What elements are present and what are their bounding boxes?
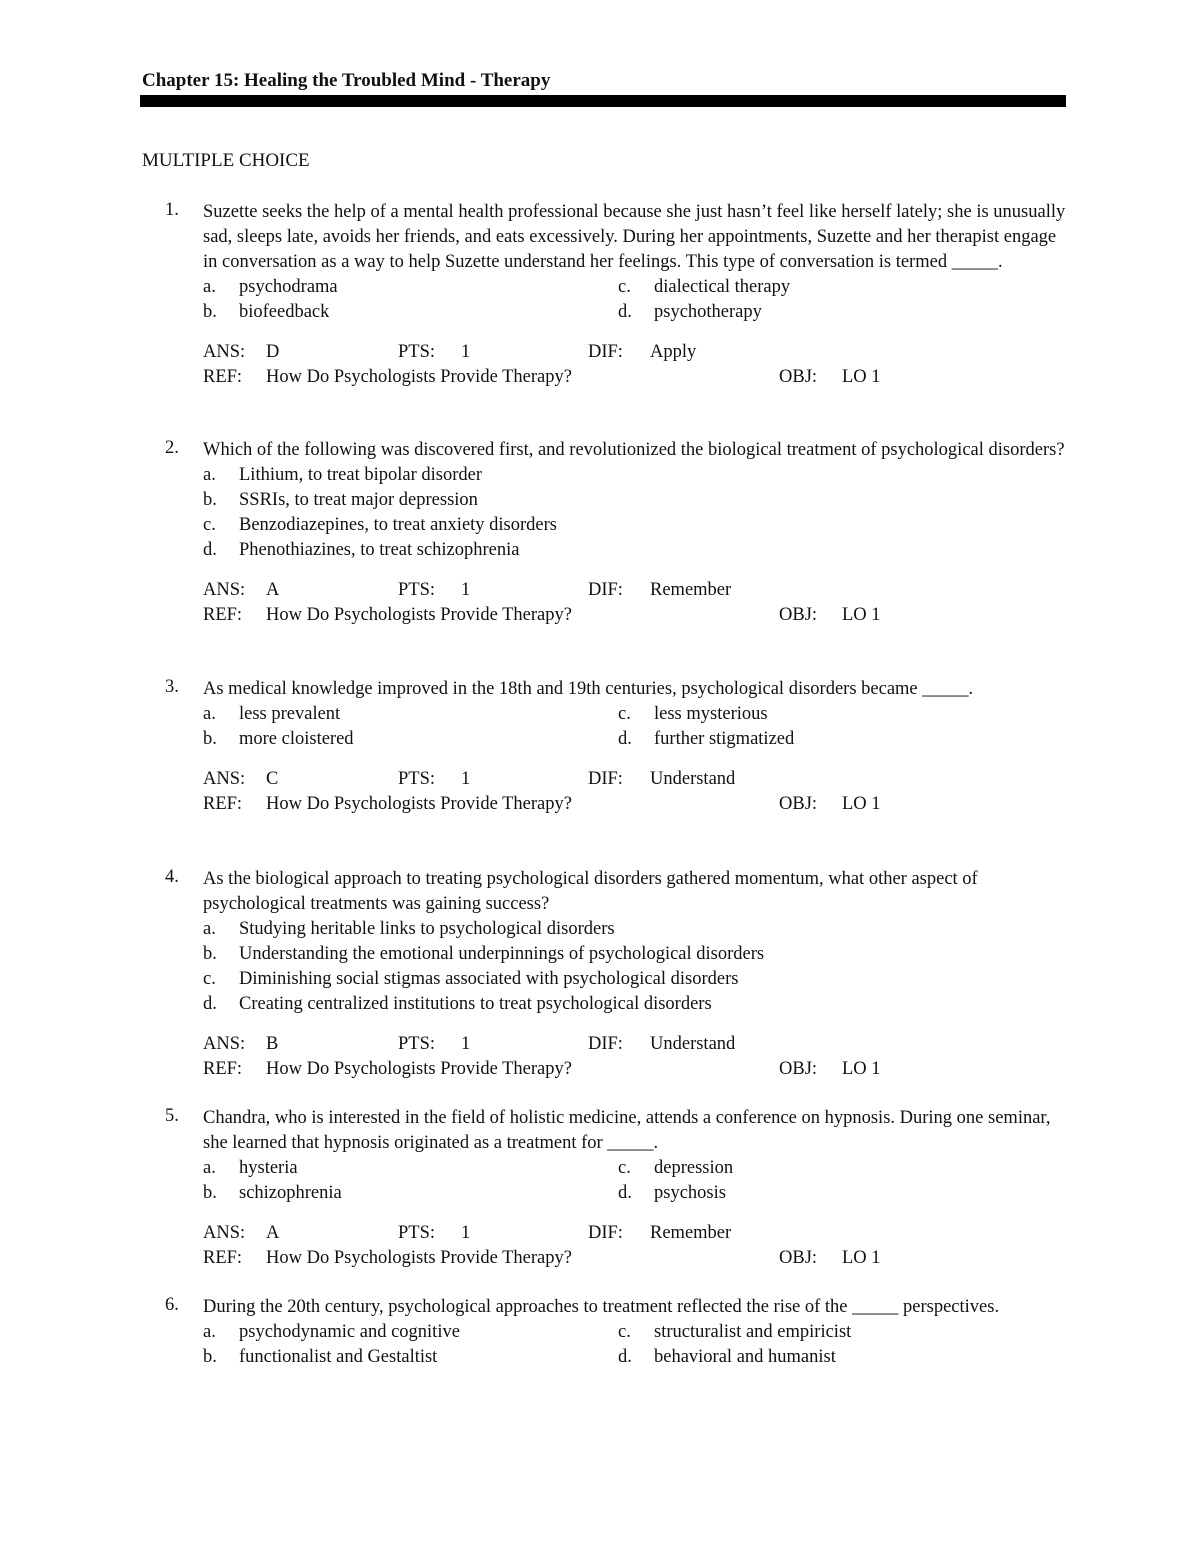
- option-letter: b.: [203, 302, 217, 322]
- dif-label: DIF:: [588, 580, 623, 600]
- obj-value: LO 1: [842, 794, 881, 814]
- obj-value: LO 1: [842, 367, 881, 387]
- option-letter: a.: [203, 1158, 216, 1178]
- question-stem: As medical knowledge improved in the 18th and 19th centuries, psychological disorders became _____.: [203, 679, 974, 699]
- question-body: [203, 677, 1073, 817]
- option-text: biofeedback: [239, 302, 330, 322]
- answer-metadata: [203, 578, 1073, 628]
- option-letter: d.: [618, 302, 632, 322]
- option-letter: d.: [203, 540, 217, 560]
- option-letter: c.: [618, 1322, 631, 1342]
- option-letter: b.: [203, 490, 217, 510]
- option-text: behavioral and humanist: [654, 1347, 836, 1367]
- answer-option: [203, 275, 623, 300]
- ans-value: D: [266, 342, 280, 362]
- answer-metadata: [203, 340, 1073, 390]
- answer-option: [203, 702, 623, 727]
- metadata-row: [203, 578, 1073, 603]
- option-text: Benzodiazepines, to treat anxiety disorders: [239, 515, 557, 535]
- answer-option: [618, 275, 1038, 300]
- answer-option: [203, 1181, 623, 1206]
- option-text: more cloistered: [239, 729, 354, 749]
- pts-label: PTS:: [398, 580, 436, 600]
- question-body: [203, 200, 1073, 390]
- option-group: [203, 702, 1073, 752]
- option-group: [203, 917, 1073, 1017]
- option-text: Lithium, to treat bipolar disorder: [239, 465, 483, 485]
- option-letter: b.: [203, 944, 217, 964]
- metadata-row: [203, 1032, 1073, 1057]
- question-number: 1.: [165, 200, 179, 220]
- question-stem: As the biological approach to treating psychological disorders gathered momentum, what other aspect of psychological treatments was gaining success?: [203, 869, 978, 914]
- option-letter: c.: [203, 969, 216, 989]
- answer-option: [203, 967, 1073, 992]
- ref-value: How Do Psychologists Provide Therapy?: [266, 367, 572, 387]
- dif-value: Remember: [650, 1223, 732, 1243]
- chapter-title: Chapter 15: Healing the Troubled Mind - Therapy: [142, 70, 551, 91]
- answer-option: [618, 300, 1038, 325]
- question-number: 4.: [165, 867, 179, 887]
- metadata-row: [203, 767, 1073, 792]
- option-letter: b.: [203, 1183, 217, 1203]
- option-letter: a.: [203, 1322, 216, 1342]
- ref-label: REF:: [203, 1248, 243, 1268]
- pts-value: 1: [461, 1223, 471, 1243]
- ans-value: A: [266, 1223, 280, 1243]
- option-text: functionalist and Gestaltist: [239, 1347, 438, 1367]
- ref-label: REF:: [203, 605, 243, 625]
- option-text: structuralist and empiricist: [654, 1322, 852, 1342]
- obj-value: LO 1: [842, 1248, 881, 1268]
- answer-option: [618, 702, 1038, 727]
- question-body: [203, 438, 1073, 628]
- pts-label: PTS:: [398, 1034, 436, 1054]
- option-letter: c.: [203, 515, 216, 535]
- answer-option: [203, 488, 1073, 513]
- question-body: [203, 1106, 1073, 1271]
- option-text: Diminishing social stigmas associated with psychological disorders: [239, 969, 739, 989]
- option-grid: [203, 275, 1073, 325]
- ans-value: B: [266, 1034, 279, 1054]
- answer-option: [618, 1320, 1038, 1345]
- pts-value: 1: [461, 1034, 471, 1054]
- option-text: Understanding the emotional underpinnings of psychological disorders: [239, 944, 765, 964]
- ans-value: A: [266, 580, 280, 600]
- option-text: Phenothiazines, to treat schizophrenia: [239, 540, 520, 560]
- answer-option: [203, 1345, 623, 1370]
- obj-label: OBJ:: [779, 1059, 818, 1079]
- option-text: less prevalent: [239, 704, 341, 724]
- metadata-row: [203, 365, 1073, 390]
- answer-option: [203, 463, 1073, 488]
- option-letter: d.: [203, 994, 217, 1014]
- dif-label: DIF:: [588, 342, 623, 362]
- answer-metadata: [203, 1221, 1073, 1271]
- answer-option: [618, 1345, 1038, 1370]
- option-letter: a.: [203, 277, 216, 297]
- option-text: psychodrama: [239, 277, 338, 297]
- answer-option: [203, 513, 1073, 538]
- metadata-row: [203, 792, 1073, 817]
- question-number: 2.: [165, 438, 179, 458]
- pts-value: 1: [461, 769, 471, 789]
- pts-label: PTS:: [398, 342, 436, 362]
- metadata-row: [203, 1057, 1073, 1082]
- option-text: SSRIs, to treat major depression: [239, 490, 478, 510]
- ref-value: How Do Psychologists Provide Therapy?: [266, 605, 572, 625]
- answer-option: [203, 538, 1073, 563]
- ref-label: REF:: [203, 794, 243, 814]
- option-letter: d.: [618, 1347, 632, 1367]
- obj-label: OBJ:: [779, 605, 818, 625]
- dif-value: Understand: [650, 769, 736, 789]
- option-text: further stigmatized: [654, 729, 795, 749]
- dif-label: DIF:: [588, 769, 623, 789]
- option-group: [203, 1320, 1073, 1370]
- obj-value: LO 1: [842, 1059, 881, 1079]
- answer-option: [203, 942, 1073, 967]
- option-text: Creating centralized institutions to treat psychological disorders: [239, 994, 712, 1014]
- answer-option: [618, 727, 1038, 752]
- ans-label: ANS:: [203, 1034, 246, 1054]
- header-rule: [140, 95, 1066, 107]
- question-number: 5.: [165, 1106, 179, 1126]
- option-text: psychodynamic and cognitive: [239, 1322, 460, 1342]
- option-text: hysteria: [239, 1158, 298, 1178]
- ans-label: ANS:: [203, 342, 246, 362]
- ref-label: REF:: [203, 367, 243, 387]
- answer-option: [203, 917, 1073, 942]
- option-text: Studying heritable links to psychological disorders: [239, 919, 615, 939]
- answer-metadata: [203, 767, 1073, 817]
- obj-label: OBJ:: [779, 1248, 818, 1268]
- pts-value: 1: [461, 342, 471, 362]
- metadata-row: [203, 1221, 1073, 1246]
- question-body: [203, 1295, 1073, 1370]
- option-letter: c.: [618, 704, 631, 724]
- answer-option: [203, 1156, 623, 1181]
- dif-value: Understand: [650, 1034, 736, 1054]
- dif-value: Apply: [650, 342, 697, 362]
- ans-label: ANS:: [203, 1223, 246, 1243]
- dif-label: DIF:: [588, 1223, 623, 1243]
- question-stem: Which of the following was discovered first, and revolutionized the biological treatment of psychological disorders?: [203, 440, 1065, 460]
- option-letter: a.: [203, 704, 216, 724]
- ref-value: How Do Psychologists Provide Therapy?: [266, 1248, 572, 1268]
- option-grid: [203, 702, 1073, 752]
- answer-option: [618, 1156, 1038, 1181]
- question-stem: During the 20th century, psychological approaches to treatment reflected the rise of the _____ perspectives.: [203, 1297, 1000, 1317]
- answer-option: [203, 727, 623, 752]
- ref-value: How Do Psychologists Provide Therapy?: [266, 794, 572, 814]
- option-letter: c.: [618, 1158, 631, 1178]
- option-grid: [203, 1320, 1073, 1370]
- option-letter: b.: [203, 1347, 217, 1367]
- option-text: psychotherapy: [654, 302, 762, 322]
- option-group: [203, 275, 1073, 325]
- option-text: dialectical therapy: [654, 277, 791, 297]
- question-number: 6.: [165, 1295, 179, 1315]
- answer-option: [203, 992, 1073, 1017]
- option-letter: b.: [203, 729, 217, 749]
- section-title: MULTIPLE CHOICE: [142, 150, 310, 171]
- option-grid: [203, 1156, 1073, 1206]
- option-group: [203, 463, 1073, 563]
- option-text: psychosis: [654, 1183, 726, 1203]
- option-letter: d.: [618, 1183, 632, 1203]
- option-text: schizophrenia: [239, 1183, 342, 1203]
- option-text: depression: [654, 1158, 734, 1178]
- metadata-row: [203, 603, 1073, 628]
- ans-value: C: [266, 769, 279, 789]
- ref-label: REF:: [203, 1059, 243, 1079]
- ans-label: ANS:: [203, 769, 246, 789]
- pts-label: PTS:: [398, 1223, 436, 1243]
- dif-value: Remember: [650, 580, 732, 600]
- pts-value: 1: [461, 580, 471, 600]
- ref-value: How Do Psychologists Provide Therapy?: [266, 1059, 572, 1079]
- option-text: less mysterious: [654, 704, 768, 724]
- dif-label: DIF:: [588, 1034, 623, 1054]
- option-letter: a.: [203, 465, 216, 485]
- pts-label: PTS:: [398, 769, 436, 789]
- option-letter: d.: [618, 729, 632, 749]
- option-letter: a.: [203, 919, 216, 939]
- obj-label: OBJ:: [779, 367, 818, 387]
- answer-metadata: [203, 1032, 1073, 1082]
- metadata-row: [203, 1246, 1073, 1271]
- metadata-row: [203, 340, 1073, 365]
- question-stem: Chandra, who is interested in the field of holistic medicine, attends a conference on hypnosis. During one seminar, she learned that hypnosis originated as a treatment for _____.: [203, 1108, 1051, 1153]
- option-letter: c.: [618, 277, 631, 297]
- ans-label: ANS:: [203, 580, 246, 600]
- answer-option: [203, 1320, 623, 1345]
- answer-option: [203, 300, 623, 325]
- question-number: 3.: [165, 677, 179, 697]
- obj-label: OBJ:: [779, 794, 818, 814]
- question-stem: Suzette seeks the help of a mental health professional because she just hasn’t feel like herself lately; she is unusually sad, sleeps late, avoids her friends, and eats excessively. During her appointments, Suzette and her therapist engage in conversation as a way to help Suzette understand her feelings. This type of conversation is termed _____.: [203, 202, 1066, 272]
- answer-option: [618, 1181, 1038, 1206]
- obj-value: LO 1: [842, 605, 881, 625]
- option-group: [203, 1156, 1073, 1206]
- question-body: [203, 867, 1073, 1082]
